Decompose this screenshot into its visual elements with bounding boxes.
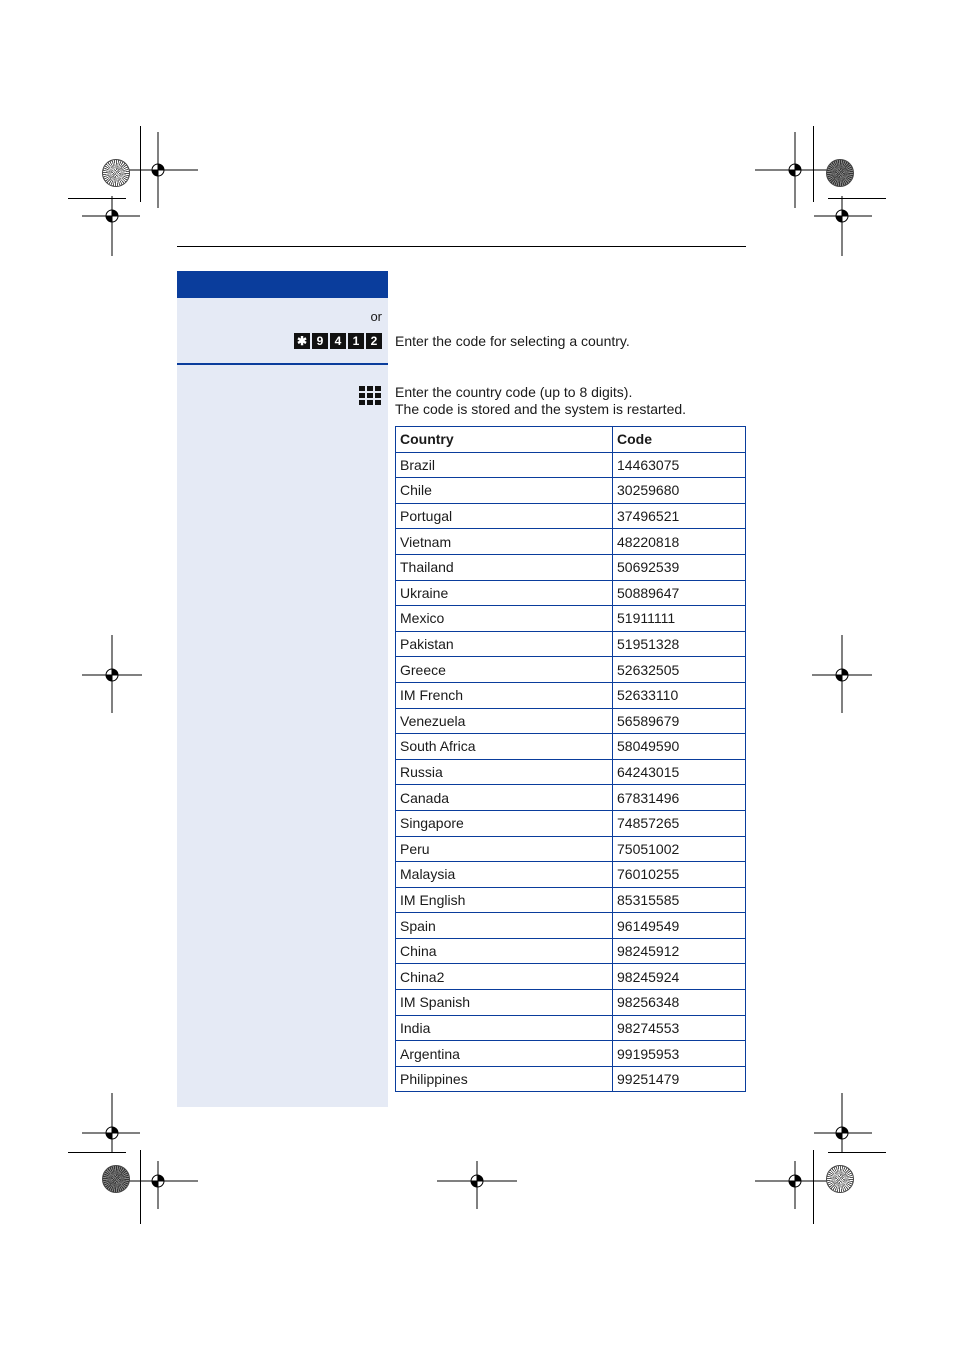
code-cell: 96149549: [613, 913, 746, 939]
country-cell: Chile: [396, 478, 613, 504]
table-row: [396, 862, 746, 888]
table-row: [396, 606, 746, 632]
table-row: [396, 503, 746, 529]
code-cell: 99251479: [613, 1066, 746, 1092]
code-cell: 98256348: [613, 990, 746, 1016]
table-row: [396, 529, 746, 555]
sidebar-header-bar: [177, 271, 388, 298]
table-row: [396, 657, 746, 683]
country-cell: Greece: [396, 657, 613, 683]
select-country-instruction: Enter the code for selecting a country.: [395, 333, 630, 349]
country-cell: Canada: [396, 785, 613, 811]
code-cell: 76010255: [613, 862, 746, 888]
table-row: [396, 1015, 746, 1041]
country-code-table: [395, 426, 746, 1092]
table-row: [396, 913, 746, 939]
country-cell: Russia: [396, 759, 613, 785]
registration-mark-icon: [82, 1093, 140, 1153]
country-cell: Venezuela: [396, 708, 613, 734]
column-header-country: Country: [396, 427, 613, 453]
or-label: or: [370, 309, 382, 324]
table-row: [396, 938, 746, 964]
country-cell: Pakistan: [396, 631, 613, 657]
digit-key-2: 2: [366, 333, 382, 349]
key-sequence: [294, 333, 382, 350]
code-cell: 67831496: [613, 785, 746, 811]
country-cell: Ukraine: [396, 580, 613, 606]
digit-key-1: 1: [348, 333, 364, 349]
code-cell: 48220818: [613, 529, 746, 555]
table-row: [396, 708, 746, 734]
color-rosette-icon: [826, 1165, 854, 1193]
registration-mark-icon: [82, 196, 140, 256]
registration-mark-icon: [812, 635, 872, 713]
table-row: [396, 554, 746, 580]
color-rosette-icon: [102, 159, 130, 187]
country-cell: Peru: [396, 836, 613, 862]
registration-mark-icon: [120, 1161, 198, 1209]
country-cell: Brazil: [396, 452, 613, 478]
country-cell: Vietnam: [396, 529, 613, 555]
country-cell: Thailand: [396, 554, 613, 580]
country-cell: IM English: [396, 887, 613, 913]
table-row: [396, 785, 746, 811]
country-cell: Spain: [396, 913, 613, 939]
code-cell: 52632505: [613, 657, 746, 683]
column-header-code: Code: [613, 427, 746, 453]
table-row: [396, 836, 746, 862]
color-rosette-icon: [102, 1165, 130, 1193]
table-row: [396, 887, 746, 913]
country-cell: India: [396, 1015, 613, 1041]
country-cell: Singapore: [396, 810, 613, 836]
country-cell: China2: [396, 964, 613, 990]
table-row: [396, 682, 746, 708]
code-cell: 51911111: [613, 606, 746, 632]
registration-mark-icon: [755, 1161, 833, 1209]
star-key: ✱: [294, 333, 310, 349]
sidebar-divider: [177, 363, 388, 365]
code-cell: 30259680: [613, 478, 746, 504]
code-cell: 85315585: [613, 887, 746, 913]
country-cell: IM Spanish: [396, 990, 613, 1016]
code-cell: 75051002: [613, 836, 746, 862]
code-cell: 52633110: [613, 682, 746, 708]
country-cell: China: [396, 938, 613, 964]
country-cell: Malaysia: [396, 862, 613, 888]
table-row: [396, 478, 746, 504]
code-cell: 50889647: [613, 580, 746, 606]
table-row: [396, 990, 746, 1016]
registration-mark-icon: [814, 196, 872, 256]
code-cell: 74857265: [613, 810, 746, 836]
code-cell: 56589679: [613, 708, 746, 734]
table-row: [396, 734, 746, 760]
table-row: [396, 759, 746, 785]
code-cell: 14463075: [613, 452, 746, 478]
enter-code-line-1: Enter the country code (up to 8 digits).: [395, 384, 633, 400]
table-row: [396, 631, 746, 657]
table-row: [396, 452, 746, 478]
country-cell: South Africa: [396, 734, 613, 760]
table-row: [396, 810, 746, 836]
code-cell: 58049590: [613, 734, 746, 760]
code-cell: 98245924: [613, 964, 746, 990]
code-cell: 98274553: [613, 1015, 746, 1041]
code-cell: 64243015: [613, 759, 746, 785]
enter-code-line-2: The code is stored and the system is restarted.: [395, 401, 687, 417]
code-cell: 99195953: [613, 1041, 746, 1067]
enter-code-instruction: [395, 384, 686, 418]
registration-mark-icon: [82, 635, 142, 713]
keypad-icon: [359, 386, 381, 406]
color-rosette-icon: [826, 159, 854, 187]
header-rule: [177, 246, 746, 247]
table-row: [396, 580, 746, 606]
country-cell: Portugal: [396, 503, 613, 529]
table-header-row: [396, 427, 746, 453]
sidebar-panel: [177, 298, 388, 1107]
code-cell: 98245912: [613, 938, 746, 964]
country-cell: IM French: [396, 682, 613, 708]
digit-key-4: 4: [330, 333, 346, 349]
digit-key-9: 9: [312, 333, 328, 349]
country-cell: Mexico: [396, 606, 613, 632]
country-cell: Philippines: [396, 1066, 613, 1092]
registration-mark-icon: [437, 1161, 517, 1209]
table-row: [396, 1041, 746, 1067]
registration-mark-icon: [814, 1093, 872, 1153]
code-cell: 50692539: [613, 554, 746, 580]
code-cell: 37496521: [613, 503, 746, 529]
code-cell: 51951328: [613, 631, 746, 657]
table-row: [396, 964, 746, 990]
country-cell: Argentina: [396, 1041, 613, 1067]
table-row: [396, 1066, 746, 1092]
